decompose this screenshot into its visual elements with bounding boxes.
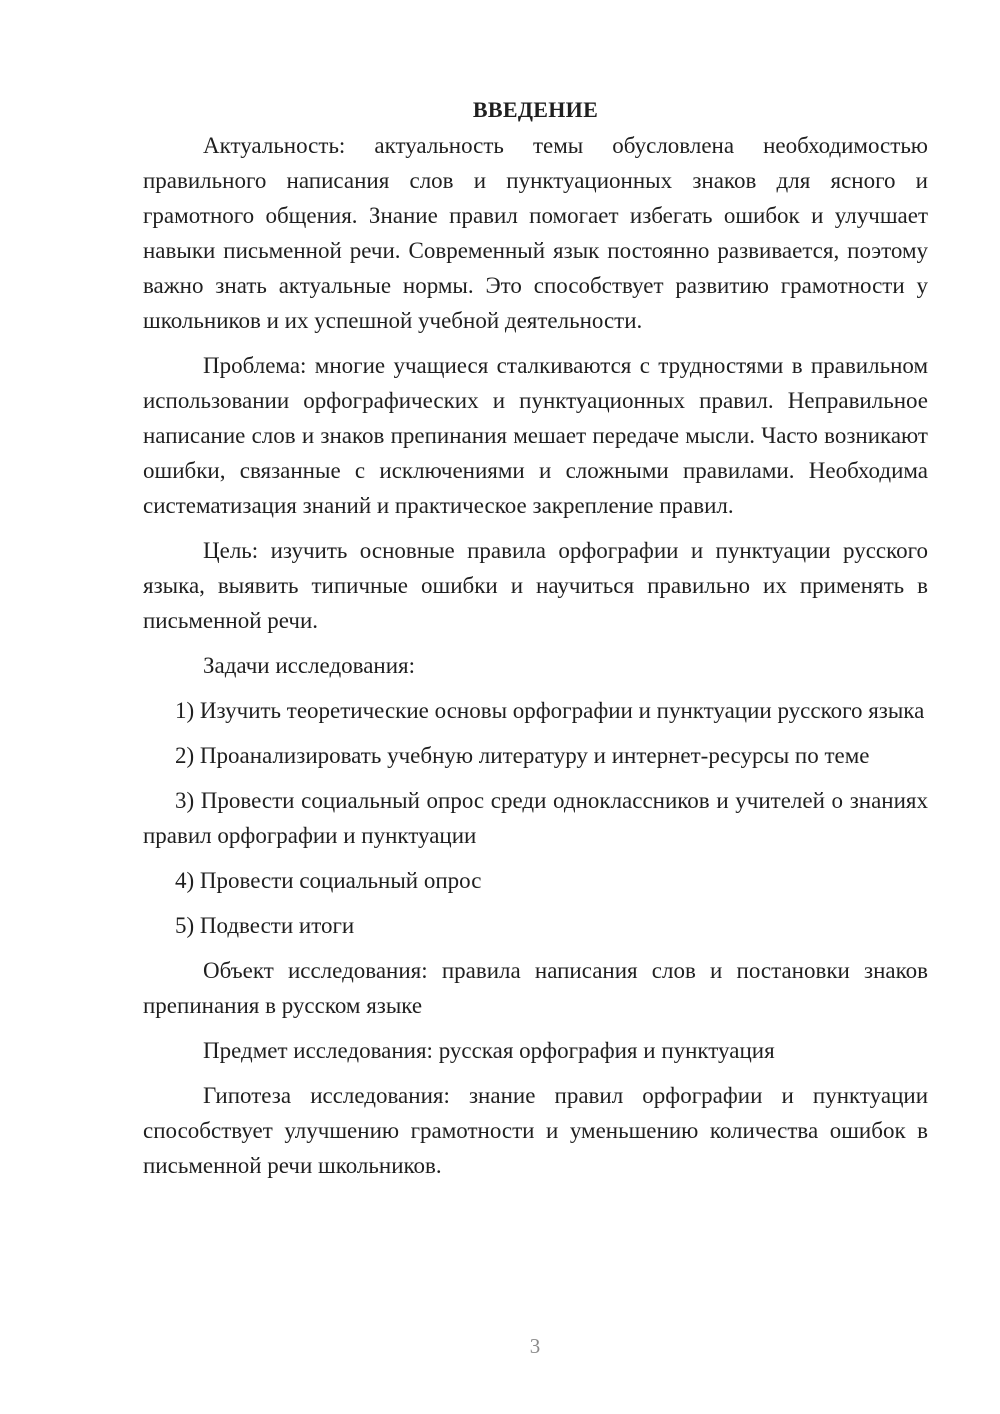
task-item-4: 4) Провести социальный опрос (175, 868, 482, 893)
tasks-list (143, 693, 928, 943)
goal-paragraph: Цель: изучить основные правила орфографии и пунктуации русского языка, выявить типичные ошибки и научиться правильно их применять в письменной речи. (143, 538, 928, 633)
relevance-paragraph: Актуальность: актуальность темы обусловлена необходимостью правильного написания слов и пунктуационных знаков для ясного и грамотного общения. Знание правил помогает избегать ошибок и улучшает навыки письменной речи. Современный язык постоянно развивается, поэтому важно знать актуальные нормы. Это способствует развитию грамотности у школьников и их успешной учебной деятельности. (143, 133, 928, 333)
task-item-1: 1) Изучить теоретические основы орфографии и пунктуации русского языка (175, 698, 925, 723)
hypothesis-paragraph: Гипотеза исследования: знание правил орфографии и пунктуации способствует улучшению грамотности и уменьшению количества ошибок в письменной речи школьников. (143, 1083, 928, 1178)
section-title: ВВЕДЕНИЕ (472, 97, 599, 122)
tasks-heading: Задачи исследования: (203, 653, 416, 678)
subject-paragraph: Предмет исследования: русская орфография и пунктуация (203, 1038, 775, 1063)
task-item-3: 3) Провести социальный опрос среди одноклассников и учителей о знаниях правил орфографии и пунктуации (143, 788, 928, 848)
page-content (143, 92, 928, 1193)
task-item-5: 5) Подвести итоги (175, 913, 355, 938)
object-paragraph: Объект исследования: правила написания слов и постановки знаков препинания в русском языке (143, 958, 928, 1018)
task-item-2: 2) Проанализировать учебную литературу и интернет-ресурсы по теме (175, 743, 870, 768)
page-number: 3 (529, 1334, 541, 1358)
problem-paragraph: Проблема: многие учащиеся сталкиваются с трудностями в правильном использовании орфографических и пунктуационных правил. Неправильное написание слов и знаков препинания мешает передаче мысли. Часто возникают ошибки, связанные с исключениями и сложными правилами. Необходима систематизация знаний и практическое закрепление правил. (143, 353, 928, 518)
